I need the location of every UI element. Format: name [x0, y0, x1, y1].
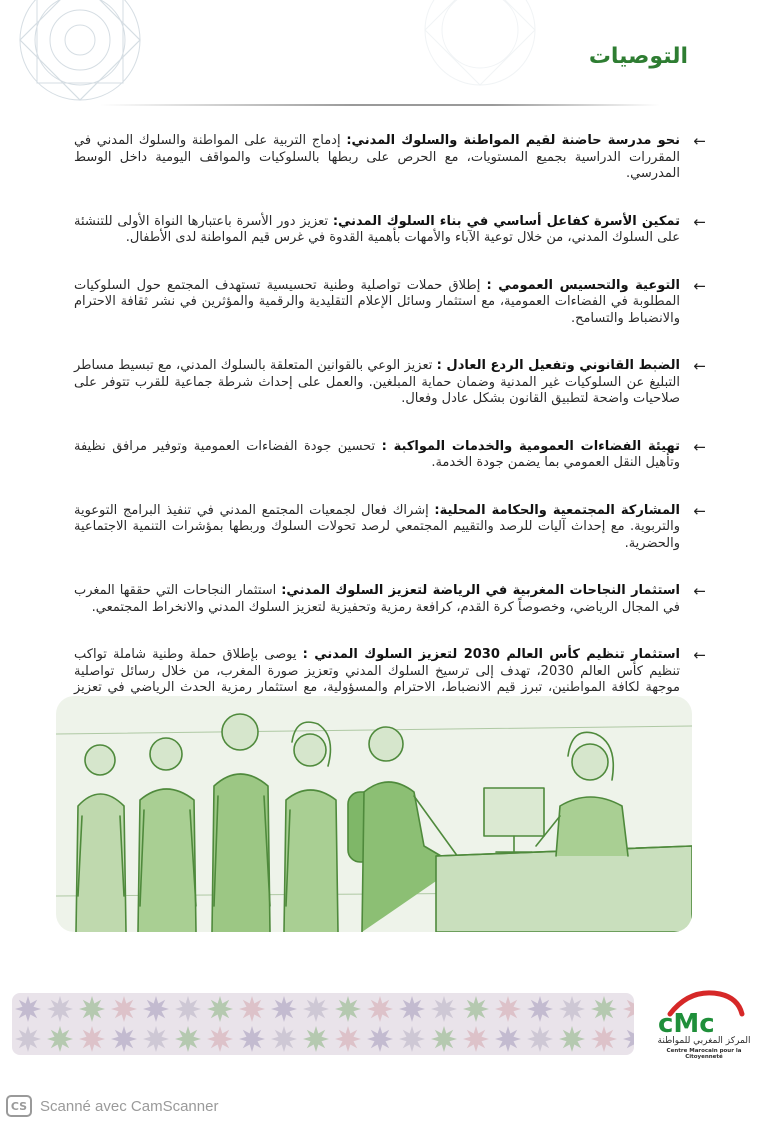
zellige-star-icon — [527, 996, 553, 1022]
zellige-star-icon — [303, 996, 329, 1022]
zellige-star-icon — [495, 1026, 521, 1052]
zellige-star-icon — [271, 996, 297, 1022]
zellige-star-icon — [143, 996, 169, 1022]
zellige-star-icon — [399, 996, 425, 1022]
zellige-star-icon — [239, 996, 265, 1022]
zellige-star-icon — [79, 1026, 105, 1052]
recommendation-heading: التوعية والتحسيس العمومي : — [486, 277, 681, 293]
zellige-star-icon — [175, 996, 201, 1022]
recommendation-heading: المشاركة المجتمعية والحكامة المحلية: — [434, 502, 681, 518]
recommendation-text: إدماج التربية على المواطنة والسلوك المدني في المقررات الدراسية بجميع المستويات، مع الحرص على ربطها بالسلوكيات والمواقف اليومية داخل الوسط المدرسي. — [74, 133, 680, 181]
logo-mark-text: cMc — [658, 1009, 715, 1039]
zellige-star-icon — [335, 996, 361, 1022]
recommendation-heading: تمكين الأسرة كفاعل أساسي في بناء السلوك المدني: — [332, 213, 680, 229]
zellige-star-icon — [463, 996, 489, 1022]
arrow-left-icon: ← — [693, 501, 706, 520]
camscanner-label: Scanné avec CamScanner — [40, 1097, 219, 1115]
zellige-star-icon — [303, 1026, 329, 1052]
camscanner-watermark — [6, 1094, 218, 1118]
recommendation-heading: الضبط القانوني وتفعيل الردع العادل : — [436, 358, 680, 373]
zellige-star-icon — [271, 1026, 297, 1052]
logo-name-arabic: المركز المغربي للمواطنة — [657, 1036, 751, 1046]
recommendation-item — [74, 583, 706, 616]
zellige-star-icon — [495, 996, 521, 1022]
page-title: التوصيات — [588, 44, 688, 69]
recommendation-heading: نحو مدرسة حاضنة لقيم المواطنة والسلوك المدني: — [346, 133, 680, 148]
recommendation-text: إطلاق حملات تواصلية وطنية تحسيسية تستهدف المجتمع حول السلوكيات المطلوبة في الفضاءات العمومية، مع استثمار وسائل الإعلام التقليدية والرقمية والمؤثرين في نشر ثقافة الاحترام والانضباط والتسامح. — [74, 277, 680, 326]
zellige-star-icon — [559, 996, 585, 1022]
arabesque-ornament-faint-icon — [380, 0, 580, 110]
recommendation-text: استثمار النجاحات التي حققها المغرب في المجال الرياضي، وخصوصاً كرة القدم، كرافعة رمزية وتحفيزية لتعزيز السلوك المدني والانخراط المجتمعي. — [74, 583, 680, 615]
zellige-star-icon — [463, 1026, 489, 1052]
zellige-star-icon — [207, 996, 233, 1022]
recommendation-heading: تهيئة الفضاءات العمومية والخدمات المواكبة : — [381, 438, 680, 454]
zellige-pattern-icon — [12, 993, 634, 1055]
zellige-star-icon — [15, 1026, 41, 1052]
zellige-star-icon — [559, 1026, 585, 1052]
logo-name-french: Centre Marocain pour la Citoyenneté — [666, 1048, 742, 1060]
arrow-left-icon: ← — [693, 357, 706, 375]
arrow-left-icon: ← — [693, 582, 706, 600]
recommendation-item — [74, 358, 706, 408]
zellige-star-icon — [431, 996, 457, 1022]
recommendation-item — [74, 133, 706, 183]
recommendation-text: يوصى بإطلاق حملة وطنية شاملة تواكب تنظيم كأس العالم 2030، تهدف إلى ترسيخ السلوك المدني وتعزيز صورة المغرب، من خلال رسائل تواصلية موجهة لكافة المواطنين، تبرز قيم الانضباط، الاحترام والمسؤولية، مع استثمار رمزية الحدث الرياضي في تعزيز — [74, 647, 680, 695]
sketch-drawing-icon — [56, 696, 692, 932]
zellige-star-icon — [79, 996, 105, 1022]
recommendation-text: تحسين جودة الفضاءات العمومية وتوفير مرافق نظيفة وتأهيل النقل العمومي بما يضمن جودة الخدمة. — [74, 438, 680, 470]
zellige-star-icon — [367, 1026, 393, 1052]
queue-at-counter-illustration — [56, 696, 692, 932]
zellige-star-icon — [367, 996, 393, 1022]
arrow-left-icon: ← — [693, 646, 706, 664]
zellige-star-icon — [591, 996, 617, 1022]
zellige-star-icon — [143, 1026, 169, 1052]
zellige-star-icon — [399, 1026, 425, 1052]
zellige-star-icon — [111, 996, 137, 1022]
recommendation-item — [74, 214, 706, 247]
recommendation-text: إشراك فعال لجمعيات المجتمع المدني في تنفيذ البرامج التوعوية والتربوية. مع إحداث آليات للرصد والتقييم المجتمعي لرصد تحولات السلوك وربطها بمؤشرات التنمية الاجتماعية والحضرية. — [74, 502, 680, 551]
zellige-star-icon — [527, 1026, 553, 1052]
zellige-star-icon — [335, 1026, 361, 1052]
zellige-star-icon — [47, 1026, 73, 1052]
recommendation-heading: استثمار النجاحات المغربية في الرياضة لتعزيز السلوك المدني: — [281, 583, 681, 598]
recommendations-list — [74, 133, 706, 713]
recommendation-item — [74, 503, 706, 553]
title-divider — [100, 104, 660, 106]
arrow-left-icon: ← — [693, 276, 706, 295]
arrow-left-icon: ← — [693, 132, 706, 150]
arrow-left-icon: ← — [693, 437, 706, 456]
zellige-star-icon — [175, 1026, 201, 1052]
zellige-star-icon — [431, 1026, 457, 1052]
arrow-left-icon: ← — [693, 212, 706, 231]
recommendation-text: تعزيز دور الأسرة باعتبارها النواة الأولى للتنشئة على السلوك المدني، من خلال توعية الآباء والأمهات بأهمية القدوة في غرس قيم المواطنة لدى الأطفال. — [74, 213, 680, 245]
recommendation-heading: استثمار تنظيم كأس العالم 2030 لتعزيز السلوك المدني : — [302, 647, 680, 662]
zellige-star-icon — [239, 1026, 265, 1052]
zellige-star-icon — [15, 996, 41, 1022]
recommendation-item — [74, 439, 706, 472]
zellige-star-icon — [47, 996, 73, 1022]
zellige-star-icon — [207, 1026, 233, 1052]
zellige-star-icon — [111, 1026, 137, 1052]
camscanner-icon: CS — [6, 1095, 32, 1117]
zellige-tile-border — [12, 993, 634, 1055]
recommendation-text: تعزيز الوعي بالقوانين المتعلقة بالسلوك المدني، مع تبسيط مساطر التبليغ عن السلوكيات غير المدنية وضمان حماية المبلغين. والعمل على إحداث شرطة جماعية للقرب تتوفر على صلاحيات واضحة لتطبيق القانون بشكل عادل وفعال. — [74, 358, 680, 406]
recommendation-item — [74, 278, 706, 328]
zellige-star-icon — [591, 1026, 617, 1052]
